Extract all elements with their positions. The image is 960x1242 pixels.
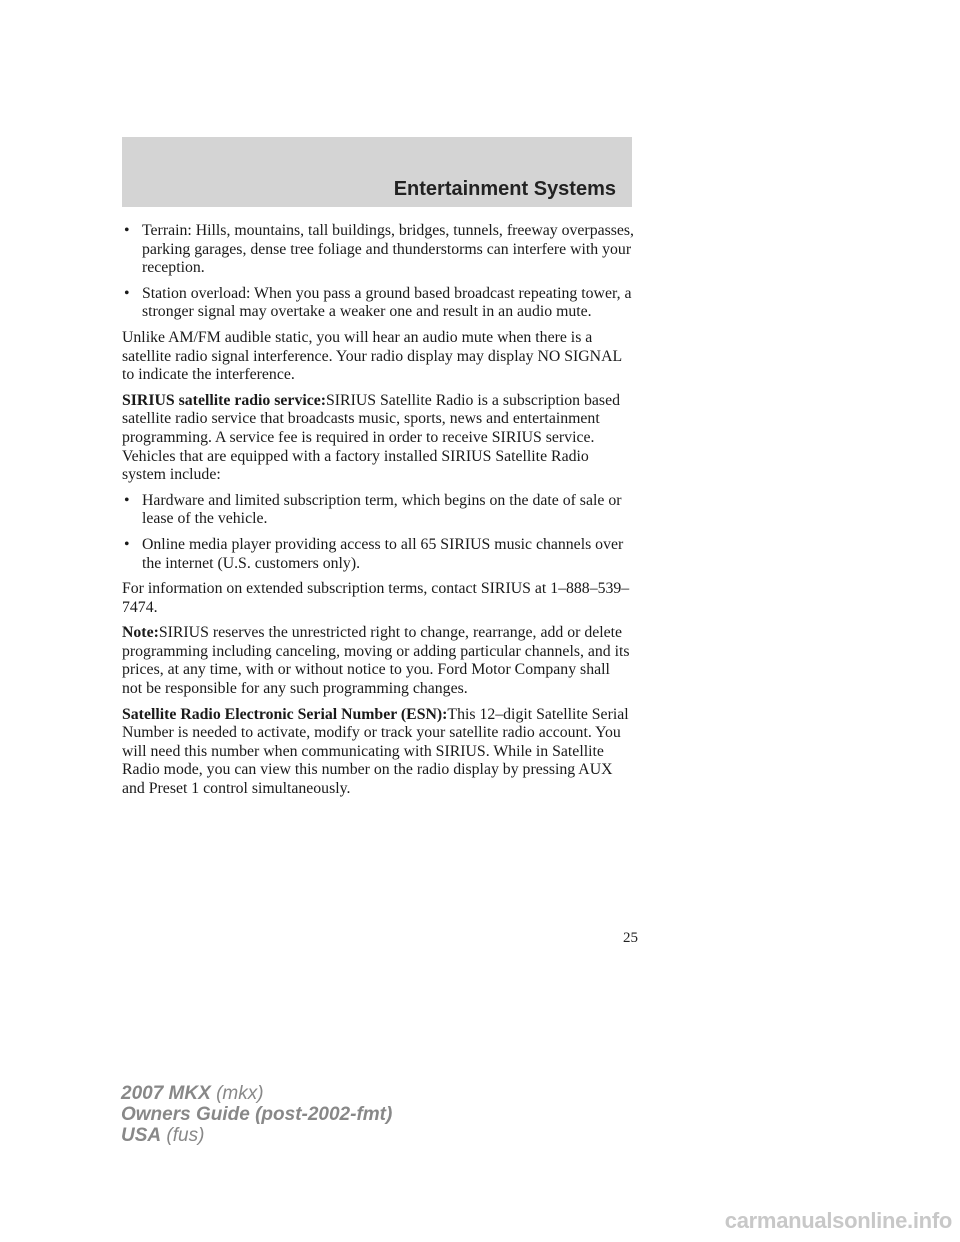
paragraph-sirius-service [122, 392, 634, 485]
bullet-text: Station overload: When you pass a ground based broadcast repeating tower, a stronger signal may overtake a weaker one and result in an audio mute. [142, 284, 632, 321]
paragraph-static: Unlike AM/FM audible static, you will hear an audio mute when there is a satellite radio signal interference. Your radio display may display NO SIGNAL to indicate the interference. [122, 328, 622, 384]
sirius-service-heading: SIRIUS satellite radio service: [122, 391, 327, 409]
bullet-item-media-player [122, 536, 634, 573]
bullet-icon: • [124, 535, 130, 553]
bullet-text: Terrain: Hills, mountains, tall buildings, bridges, tunnels, freeway overpasses, parking garages, dense tree foliage and thunderstorms can interfere with your reception. [142, 222, 635, 277]
footer-line-market: USA (fus) [121, 1125, 205, 1146]
watermark-logo: carmanualsonline.info [724, 1208, 952, 1233]
bullet-text: Hardware and limited subscription term, which begins on the date of sale or lease of the vehicle. [142, 491, 622, 528]
section-title: Entertainment Systems [393, 178, 616, 200]
note-heading: Note: [122, 624, 159, 642]
footer-line-guide: Owners Guide (post-2002-fmt) [121, 1104, 393, 1125]
bullet-text: Online media player providing access to all 65 SIRIUS music channels over the internet (U.S. customers only). [142, 535, 624, 572]
esn-heading: Satellite Radio Electronic Serial Number (ESN): [122, 705, 448, 723]
paragraph-contact: For information on extended subscription terms, contact SIRIUS at 1–888–539–7474. [122, 580, 630, 616]
document-footer [121, 1083, 392, 1146]
esn-body: This 12–digit Satellite Serial Number is needed to activate, modify or track your satellite radio account. You will need this number when communicating with SIRIUS. While in Satellite Radio mode, you can view this number on the radio display by pressing AUX and Preset 1 control simultaneously. [122, 705, 629, 798]
page-number: 25 [623, 930, 638, 946]
bullet-icon: • [124, 222, 130, 239]
note-body: SIRIUS reserves the unrestricted right to change, rearrange, add or delete programming including canceling, moving or adding particular channels, and its prices, at any time, with or without notice to you. Ford Motor Company shall not be responsible for any such programming changes. [122, 624, 630, 698]
page-content [122, 222, 634, 806]
footer-line-model: 2007 MKX (mkx) [121, 1083, 264, 1104]
paragraph-note [122, 624, 634, 698]
section-header [122, 137, 632, 207]
bullet-item-station-overload [122, 285, 634, 322]
bullet-item-terrain [122, 222, 634, 278]
bullet-icon: • [124, 491, 130, 509]
bullet-icon: • [124, 284, 130, 302]
bullet-item-hardware [122, 492, 634, 529]
sirius-service-body: SIRIUS Satellite Radio is a subscription based satellite radio service that broadcasts music, sports, news and entertainment programming. A service fee is required in order to receive SIRIUS service. Vehicles that are equipped with a factory installed SIRIUS Satellite Radio system include: [122, 391, 620, 484]
paragraph-esn [122, 706, 634, 799]
